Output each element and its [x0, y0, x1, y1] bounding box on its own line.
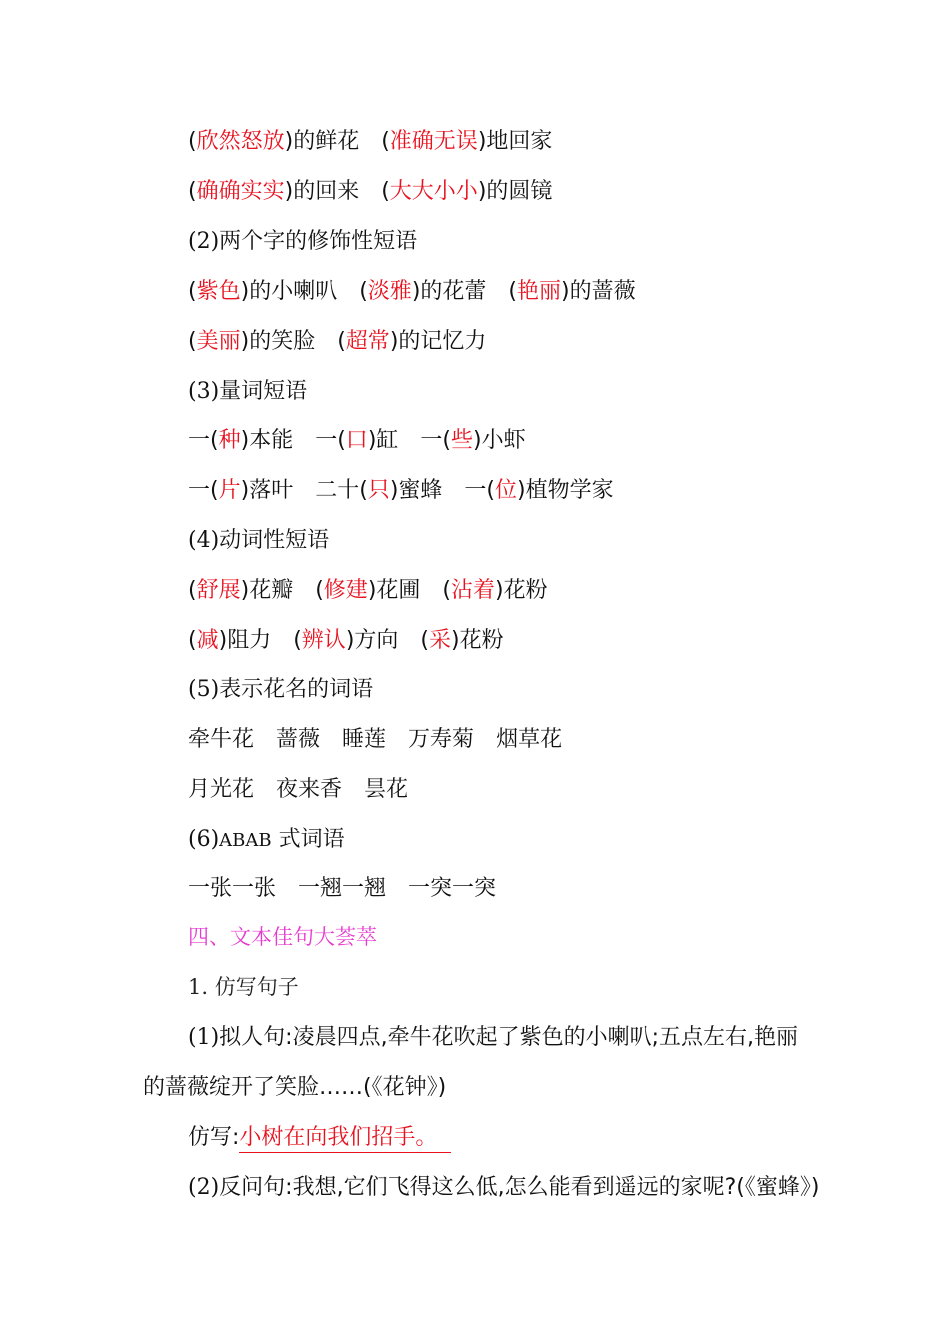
answer: 准确无误 [389, 129, 478, 154]
section-title-5: (5)表示花名的词语 [188, 677, 374, 702]
section-title-4: (4)动词性短语 [188, 528, 330, 553]
answer: 确确实实 [196, 179, 285, 204]
exercise-1-line-1: (1)拟人句:凌晨四点,牵牛花吹起了紫色的小喇叭;五点左右,艳丽 [188, 1025, 798, 1050]
answer: 紫色 [196, 279, 241, 304]
flower-names-line-1: 牵牛花 蔷薇 睡莲 万寿菊 烟草花 [188, 727, 563, 752]
phrase-line-5: (美丽)的笑脸 (超常)的记忆力 [188, 329, 487, 354]
phrase-line-11: (减)阻力 (辨认)方向 (采)花粉 [188, 628, 504, 653]
answer: 位 [495, 478, 518, 503]
answer: 些 [451, 428, 474, 453]
answer: 片 [218, 478, 241, 503]
phrase-line-2: (确确实实)的回来 (大大小小)的圆镜 [188, 179, 553, 204]
section-title-2: (2)两个字的修饰性短语 [188, 229, 418, 254]
phrase-line-10: (舒展)花瓣 (修建)花圃 (沾着)花粉 [188, 578, 548, 603]
answer: 种 [218, 428, 241, 453]
section-title-3: (3)量词短语 [188, 379, 308, 404]
phrase-line-7: 一(种)本能 一(口)缸 一(些)小虾 [188, 428, 526, 453]
answer: 修建 [323, 578, 368, 603]
answer: 超常 [345, 329, 390, 354]
phrase-line-4: (紫色)的小喇叭 (淡雅)的花蕾 (艳丽)的蔷薇 [188, 279, 636, 304]
flower-names-line-2: 月光花 夜来香 昙花 [188, 777, 409, 802]
answer-underline: 小树在向我们招手。 [239, 1124, 451, 1153]
imitation-answer-line: 仿写:小树在向我们招手。 [188, 1122, 451, 1154]
answer: 采 [429, 628, 452, 653]
section-heading: 四、文本佳句大荟萃 [188, 925, 377, 949]
answer: 口 [345, 428, 368, 453]
exercise-1-line-2: 的蔷薇绽开了笑脸……(《花钟》) [143, 1075, 447, 1100]
answer: 艳丽 [517, 279, 562, 304]
answer: 欣然怒放 [196, 129, 285, 154]
answer: 大大小小 [389, 179, 478, 204]
abab-words-line: 一张一张 一翘一翘 一突一突 [188, 876, 497, 901]
answer: 舒展 [196, 578, 241, 603]
exercise-2-line: (2)反问句:我想,它们飞得这么低,怎么能看到遥远的家呢?(《蜜蜂》) [188, 1175, 820, 1200]
sub-heading: 1. 仿写句子 [188, 975, 299, 999]
phrase-line-1: (欣然怒放)的鲜花 (准确无误)地回家 [188, 129, 553, 154]
answer: 辨认 [301, 628, 346, 653]
answer: 只 [367, 478, 390, 503]
phrase-line-8: 一(片)落叶 二十(只)蜜蜂 一(位)植物学家 [188, 478, 614, 503]
answer: 沾着 [451, 578, 496, 603]
answer: 美丽 [196, 329, 241, 354]
answer: 淡雅 [367, 279, 412, 304]
section-title-6: (6)ABAB 式词语 [188, 827, 345, 852]
answer: 减 [196, 628, 219, 653]
